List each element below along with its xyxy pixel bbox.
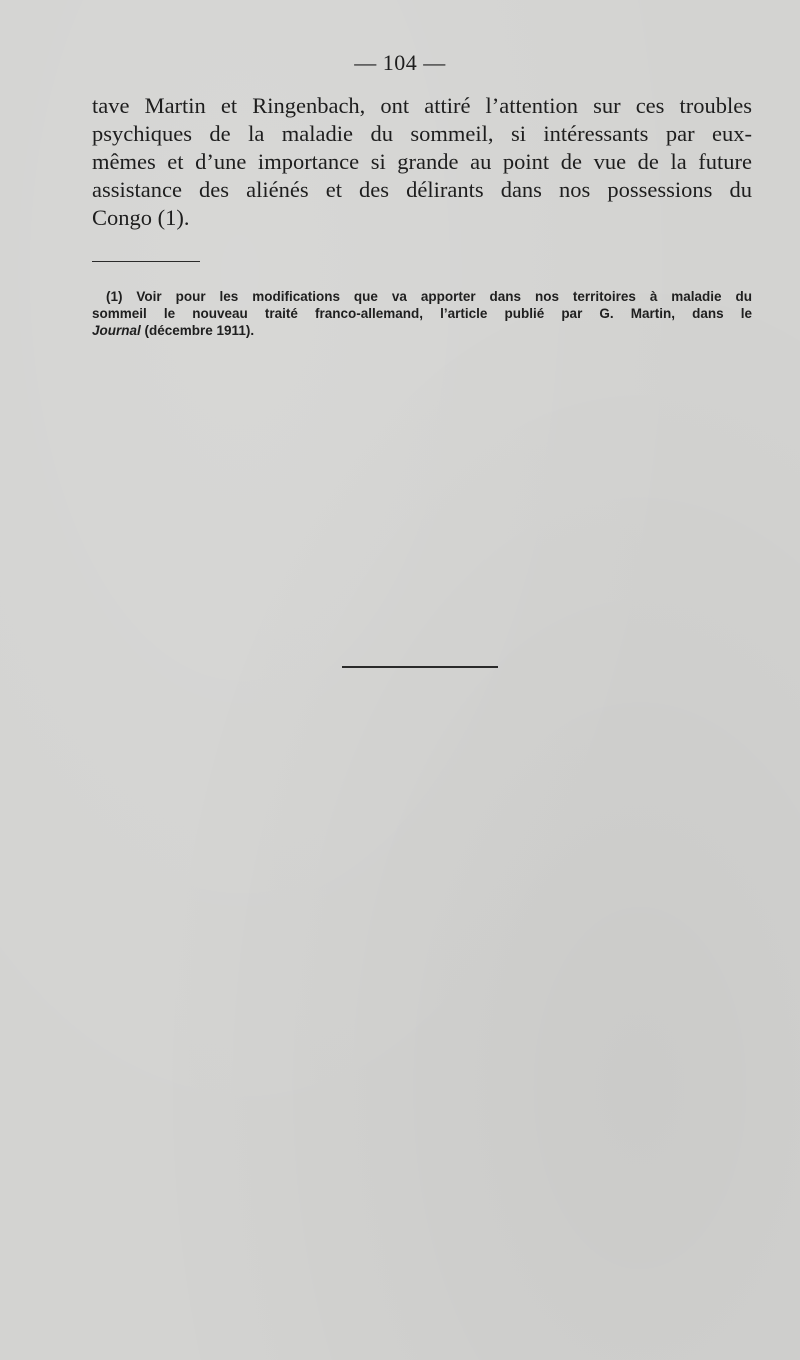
- page-number: — 104 —: [354, 50, 446, 75]
- footnote-date: (décembre 1911).: [140, 323, 255, 338]
- body-paragraph: [92, 92, 752, 232]
- footnote-line: [92, 322, 752, 339]
- body-line: assistance des aliénés et des délirants dans nos possessions du: [92, 177, 752, 202]
- body-line: Congo (1).: [92, 205, 190, 230]
- end-of-section-rule: [342, 666, 498, 668]
- body-line: tave Martin et Ringenbach, ont attiré l’attention sur ces troubles: [92, 93, 752, 118]
- body-line: psychiques de la maladie du sommeil, si intéressants par eux-: [92, 121, 752, 146]
- body-line: mêmes et d’une importance si grande au point de vue de la future: [92, 149, 752, 174]
- footnote-separator: [92, 261, 200, 262]
- journal-title: Journal: [92, 323, 141, 338]
- footnote-line: sommeil le nouveau traité franco-allemand, l’article publié par G. Martin, dans le: [92, 306, 752, 321]
- footnote: [92, 288, 752, 339]
- footnote-line: (1) Voir pour les modifications que va apporter dans nos territoires à maladie du: [106, 289, 752, 304]
